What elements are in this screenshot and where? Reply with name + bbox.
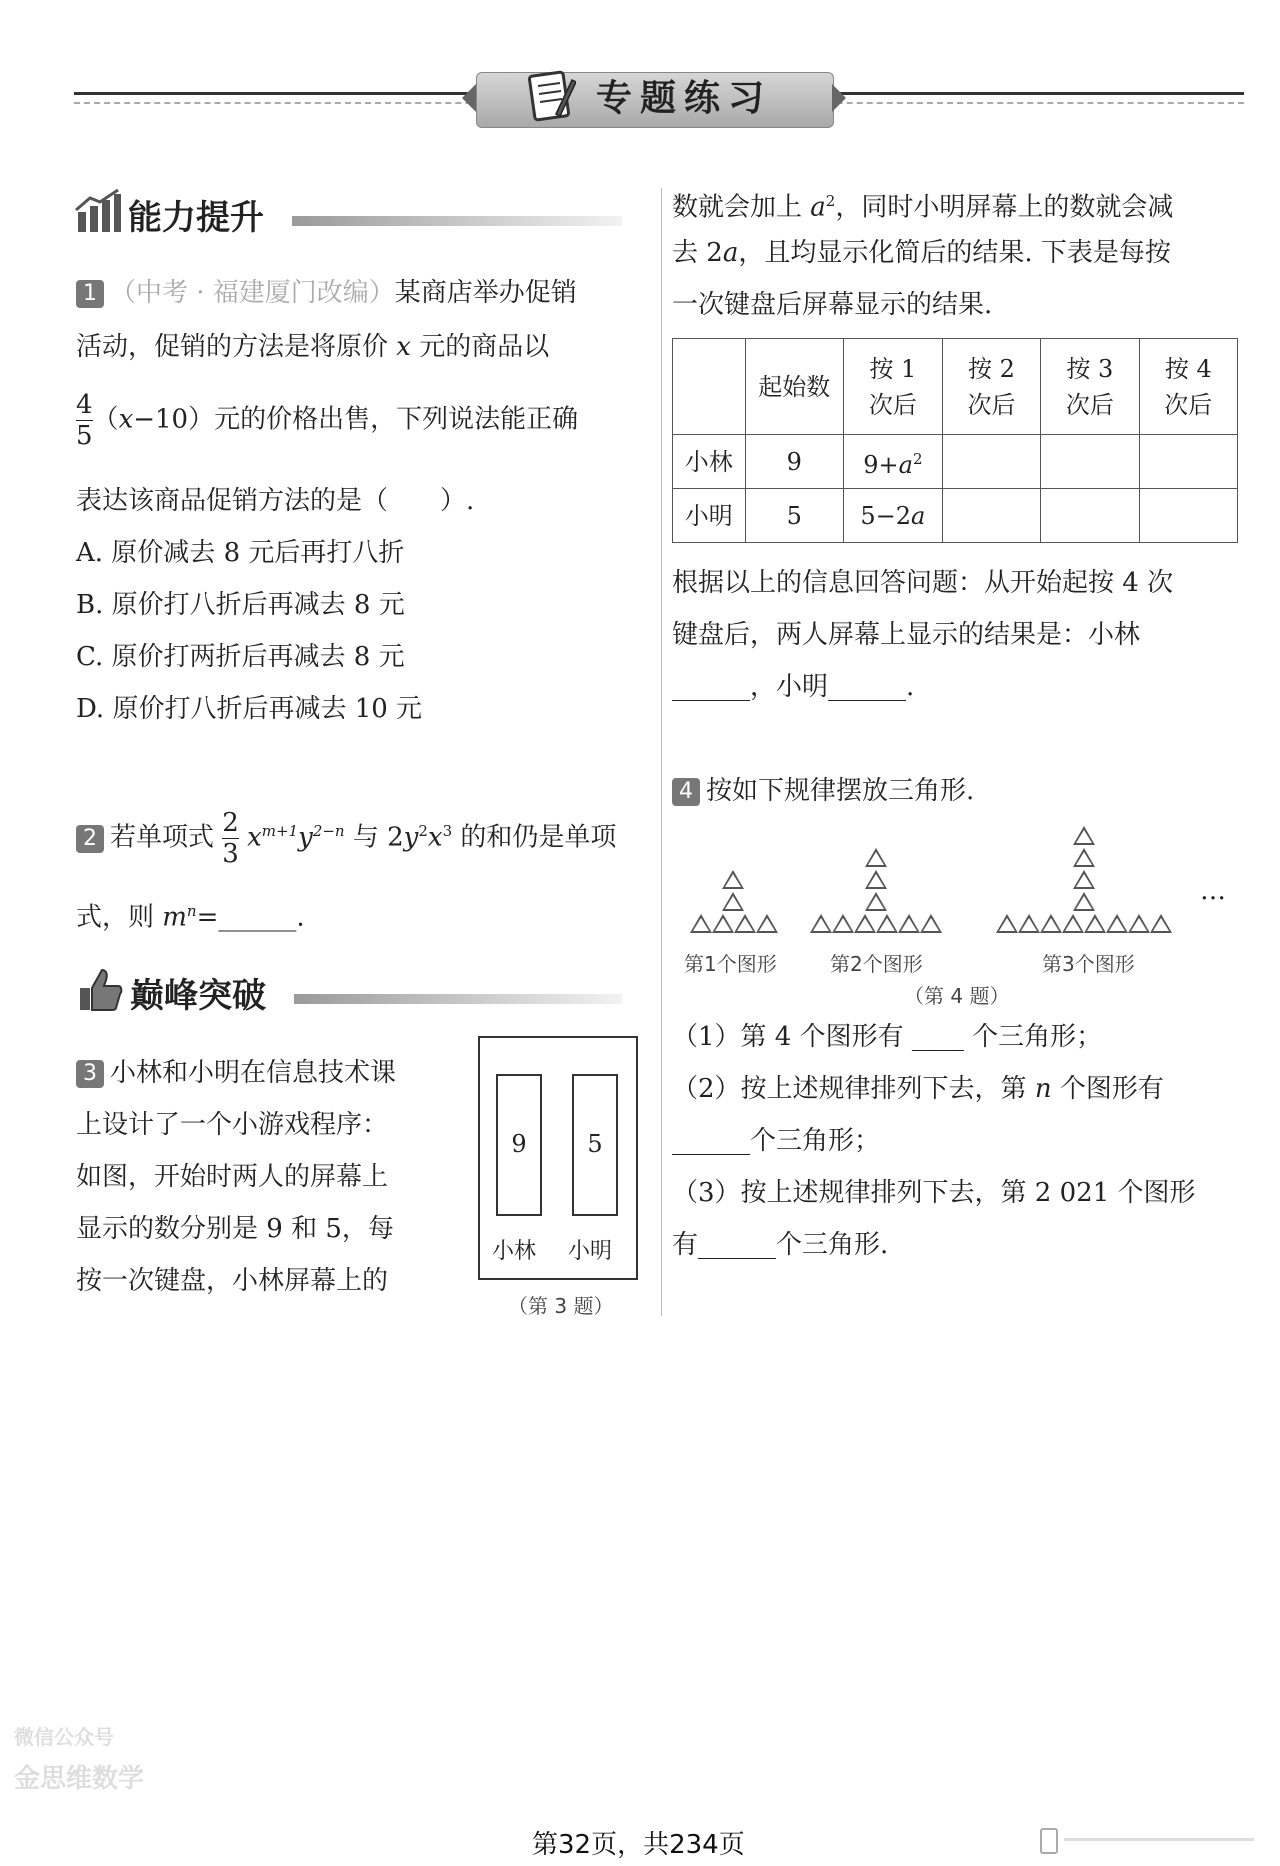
results-table — [672, 338, 1238, 543]
option-d: D. 原价打八折后再减去 10 元 — [76, 694, 423, 724]
option-c: C. 原价打两折后再减去 8 元 — [76, 642, 405, 672]
question-3-line-2: 上设计了一个小游戏程序： — [76, 1110, 389, 1140]
figure-label-3: 第3个图形 — [1042, 952, 1135, 976]
table-row: 小林 9 $9+a^2$ — [673, 435, 1238, 489]
table-row: 小明 5 5−2a — [673, 489, 1238, 543]
question-1-line-1: 1 （中考 · 福建厦门改编）某商店举办促销 — [76, 280, 577, 308]
question-number-badge: 2 — [76, 825, 104, 853]
option-a: A. 原价减去 8 元后再打八折 — [76, 538, 405, 568]
chart-icon — [74, 188, 122, 234]
figure-label-1: 第1个图形 — [684, 952, 777, 976]
question-number-badge: 4 — [672, 778, 700, 806]
figure-label-2: 第2个图形 — [830, 952, 923, 976]
triangle-figure-2 — [806, 822, 946, 942]
screen-xiaolin: 9 — [496, 1074, 542, 1216]
page-footer: 第32页，共234页 — [532, 1830, 745, 1860]
screen-xiaoming: 5 — [572, 1074, 618, 1216]
table-header-press-3: 按 3 次后 — [1041, 339, 1139, 435]
question-source: （中考 · 福建厦门改编） — [110, 278, 395, 308]
question-4-sub-2-cont: ______个三角形； — [672, 1126, 881, 1156]
question-3-after-3: ______，小明______. — [672, 672, 915, 702]
question-number-badge: 3 — [76, 1060, 104, 1088]
watermark: 微信公众号 金思维数学 — [14, 1725, 145, 1794]
ellipsis: … — [1200, 876, 1226, 906]
question-3-cont-3: 一次键盘后屏幕显示的结果. — [672, 290, 993, 320]
column-divider — [661, 188, 662, 1316]
question-number-badge: 1 — [76, 280, 104, 308]
question-3-after-1: 根据以上的信息回答问题：从开始起按 4 次 — [672, 568, 1174, 598]
fraction: $\frac{4}{5}$ — [76, 390, 93, 451]
section-title-peak: 巅峰突破 — [130, 976, 266, 1016]
question-1-line-3: $\frac{4}{5}$ （x−10）元的价格出售，下列说法能正确 — [76, 390, 579, 451]
table-header-press-4: 按 4 次后 — [1139, 339, 1237, 435]
question-4-sub-1: （1）第 4 个图形有 ____ 个三角形； — [672, 1022, 1103, 1052]
question-4-sub-2: （2）按上述规律排列下去，第 n 个图形有 — [672, 1074, 1164, 1104]
table-header-row — [673, 339, 1238, 435]
question-3-cont-1: 数就会加上 $a^2$，同时小明屏幕上的数就会减 — [672, 192, 1174, 223]
question-3-line-4: 显示的数分别是 9 和 5，每 — [76, 1214, 394, 1244]
section-title-ability: 能力提升 — [128, 198, 264, 238]
question-1-line-4: 表达该商品促销方法的是（ ）. — [76, 486, 475, 516]
question-4-sub-3: （3）按上述规律排列下去，第 2 021 个图形 — [672, 1178, 1196, 1208]
question-2-line-1: 2 若单项式 $\frac{2}{3}$ $x^{m+1}y^{2-n}$ 与 $2y^2x^3$ 的和仍是单项 — [76, 808, 616, 869]
question-1-line-2: 活动，促销的方法是将原价 x 元的商品以 — [76, 332, 550, 362]
figure-caption-q4: （第 4 题） — [904, 984, 1010, 1008]
table-header-press-1: 按 1 次后 — [844, 339, 943, 435]
header-banner-right-cap — [832, 84, 846, 112]
question-3-after-2: 键盘后，两人屏幕上显示的结果是：小林 — [672, 620, 1141, 650]
screens-figure — [478, 1036, 638, 1280]
question-3-line-1: 3 小林和小明在信息技术课 — [76, 1060, 396, 1088]
notebook-icon — [526, 66, 576, 124]
thumbs-up-icon — [74, 966, 124, 1014]
question-2-line-2: 式，则 $m^n=\_\_\_\_\_\_$. — [76, 902, 305, 933]
header-banner-left-cap — [462, 84, 476, 112]
header-title: 专题练习 — [596, 78, 773, 119]
section-bar-ability — [292, 216, 622, 226]
figure-caption-q3: （第 3 题） — [508, 1294, 614, 1318]
triangle-figure-1 — [690, 822, 780, 942]
question-3-line-3: 如图，开始时两人的屏幕上 — [76, 1162, 389, 1192]
question-4-title: 4 按如下规律摆放三角形. — [672, 778, 974, 806]
screen-label-xiaolin: 小林 — [492, 1239, 537, 1264]
triangle-figure-3 — [990, 822, 1200, 942]
screen-label-xiaoming: 小明 — [568, 1239, 613, 1264]
option-b: B. 原价打八折后再减去 8 元 — [76, 590, 405, 620]
table-header-start: 起始数 — [745, 339, 843, 435]
question-4-sub-3-cont: 有______个三角形. — [672, 1230, 889, 1260]
table-header-press-2: 按 2 次后 — [942, 339, 1040, 435]
fraction: $\frac{2}{3}$ — [222, 808, 239, 869]
bottom-decoration — [1040, 1828, 1260, 1848]
question-3-cont-2: 去 2a，且均显示化简后的结果. 下表是每按 — [672, 238, 1171, 268]
section-bar-peak — [294, 994, 622, 1004]
question-3-line-5: 按一次键盘，小林屏幕上的 — [76, 1266, 389, 1296]
